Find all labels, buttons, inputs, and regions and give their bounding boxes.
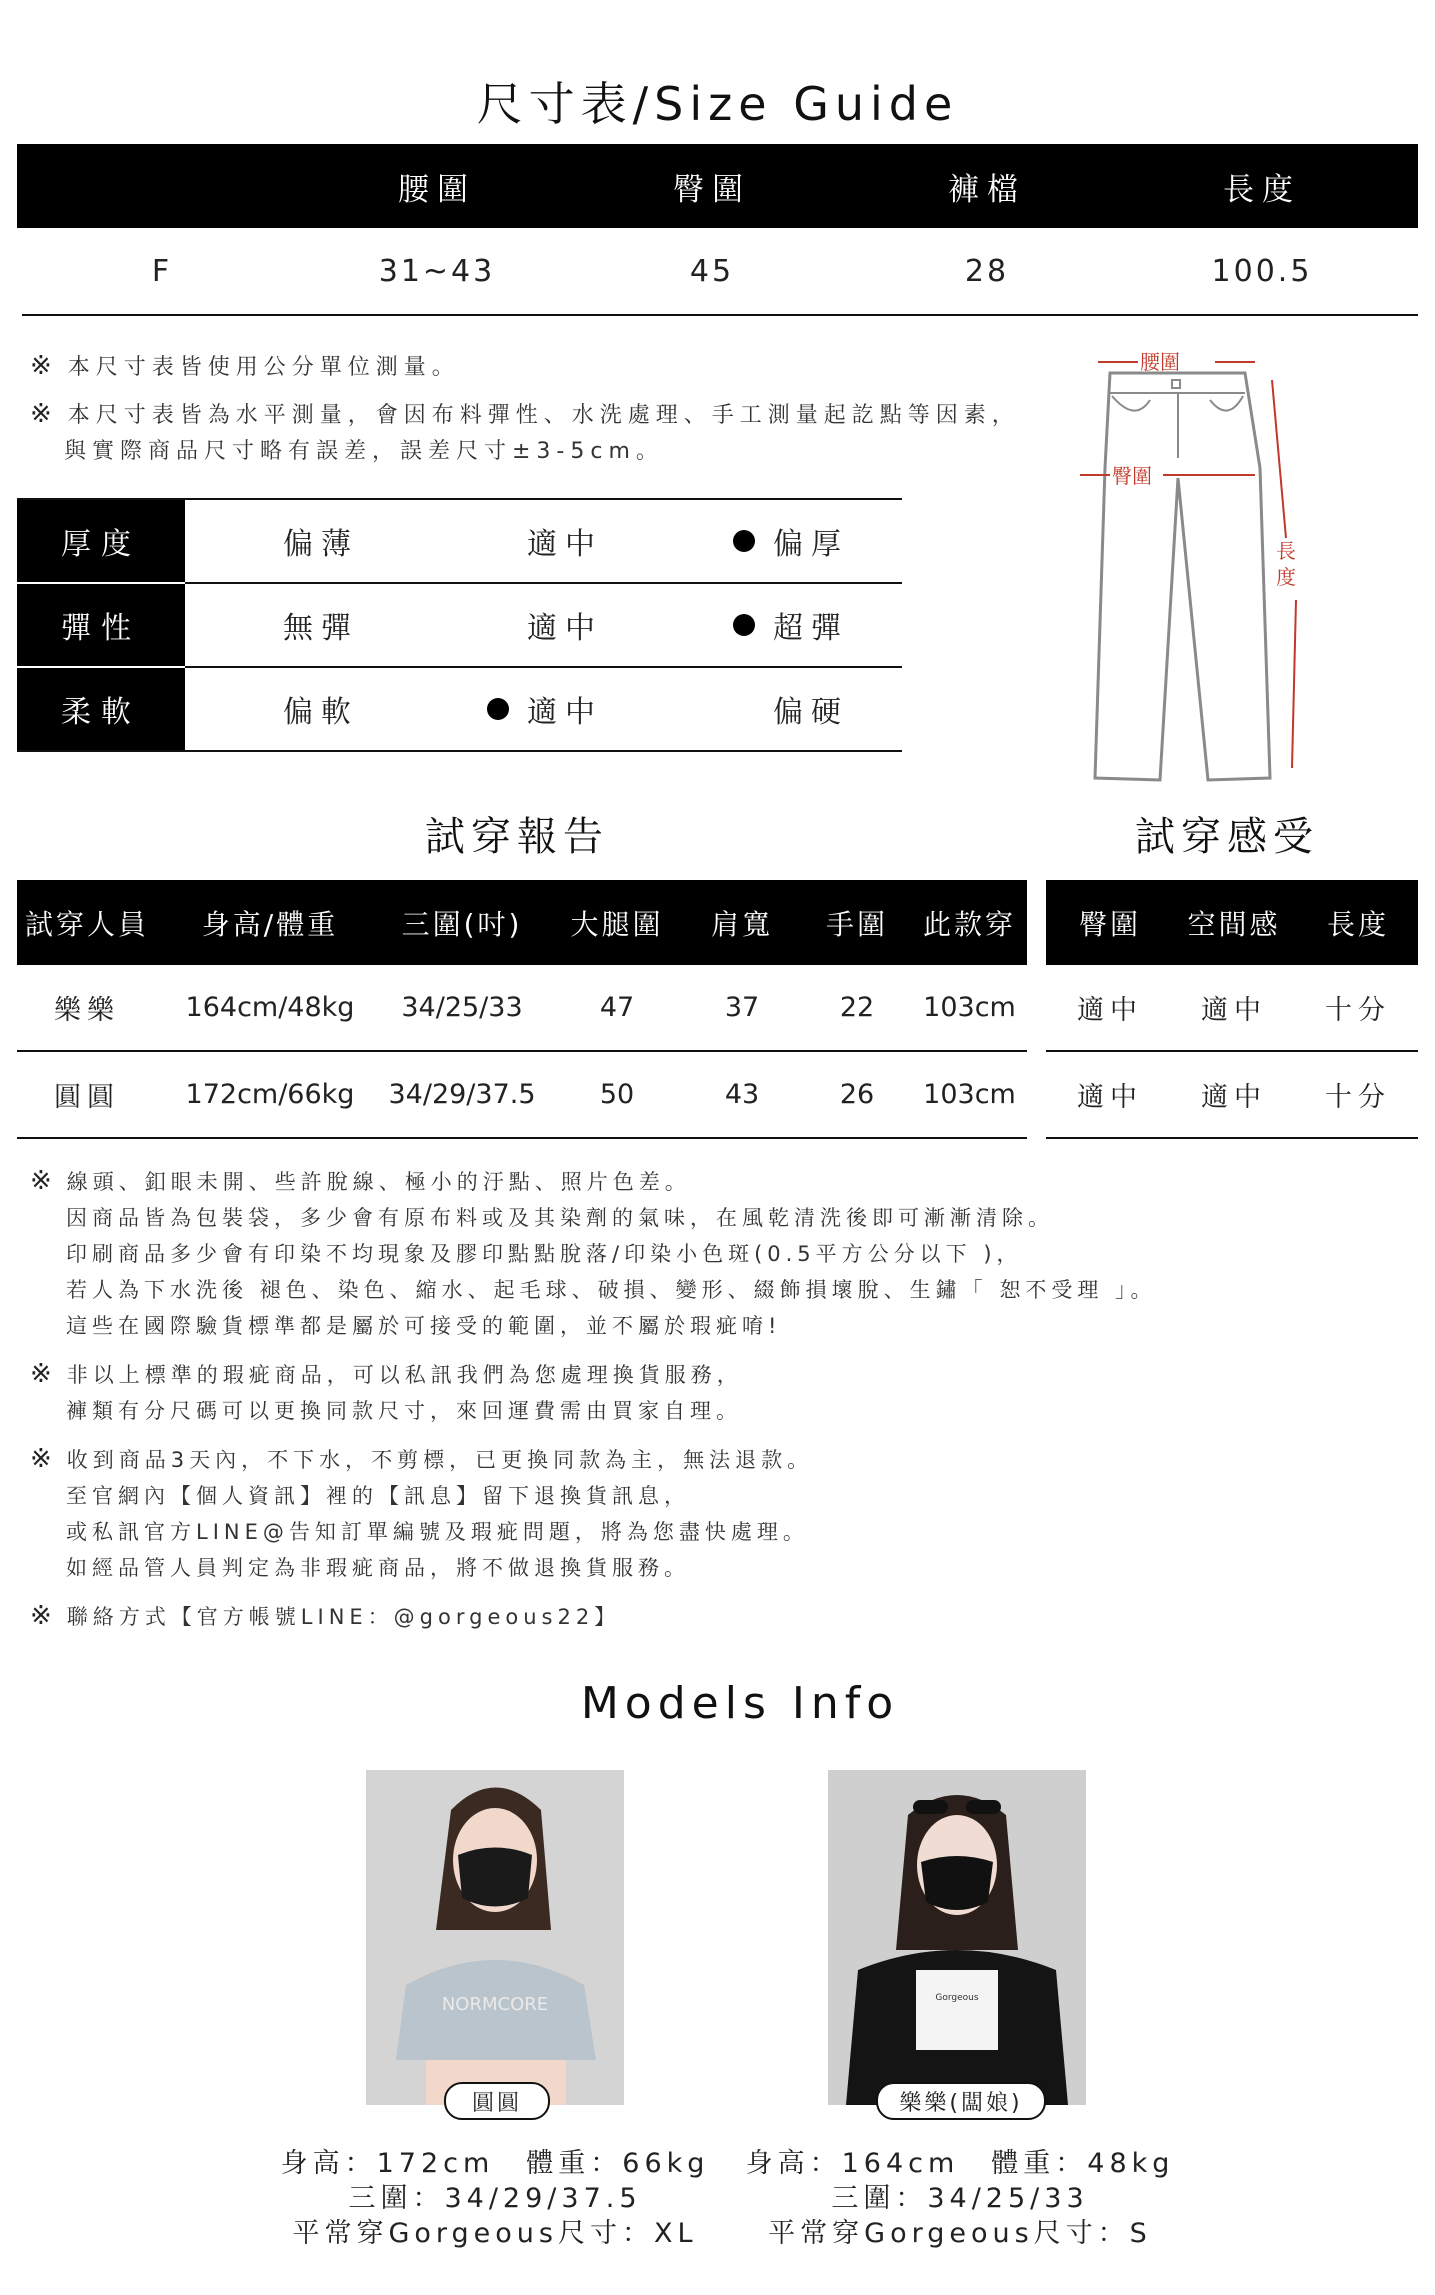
feel-row-thickness: [17, 500, 902, 582]
note-mark: ※: [30, 1359, 57, 1389]
diagram-label-waist: 腰圍: [1140, 350, 1180, 374]
feel-row-softness: [17, 668, 902, 750]
trial-table-header: [17, 880, 1027, 965]
feedback-header: 長度: [1326, 907, 1389, 941]
note-mark: ※: [30, 399, 58, 429]
trial-cell: 圓圓: [54, 1082, 120, 1113]
trial-report-title: 試穿報告: [425, 814, 609, 860]
feel-option: 偏薄: [283, 527, 359, 562]
model-tag: 圓圓: [444, 2082, 550, 2120]
size-cell: 31~43: [378, 253, 496, 289]
notes-top: [30, 348, 1030, 470]
note-mark: ※: [30, 1601, 57, 1631]
shirt-print: NORMCORE: [441, 1994, 549, 2015]
feedback-cell: 適中: [1201, 995, 1267, 1026]
trial-cell: 22: [839, 992, 875, 1023]
trial-cell: 164cm/48kg: [185, 992, 355, 1023]
size-header-rise: 褲檔: [948, 171, 1026, 208]
trial-cell: 50: [599, 1079, 635, 1110]
model-photo: [828, 1770, 1086, 2105]
feedback-row: [1046, 1052, 1418, 1137]
model-photo: [366, 1770, 624, 2105]
model-photo-icon: [828, 1770, 1086, 2105]
fabric-feel-table: [17, 498, 902, 753]
selected-dot-icon: [733, 614, 755, 636]
feel-option: 偏軟: [283, 695, 359, 730]
note-mark: ※: [30, 351, 58, 381]
trial-cell: 樂樂: [54, 995, 120, 1026]
page-title: 尺寸表/Size Guide: [476, 77, 959, 131]
feel-option: 適中: [527, 611, 603, 646]
feel-option-selected: 偏厚: [733, 500, 849, 582]
note-mark: ※: [30, 1444, 57, 1474]
selected-dot-icon: [487, 698, 509, 720]
feedback-header: 空間感: [1187, 907, 1281, 941]
feel-feedback-header: [1046, 880, 1418, 965]
trial-cell: 34/25/33: [401, 992, 523, 1023]
model-info: 身高：172cm 體重：66kg 三圍：34/29/37.5 平常穿Gorgeous尺寸：XL: [280, 2148, 710, 2249]
trial-header: 手圍: [825, 907, 888, 941]
pants-diagram: [1060, 338, 1320, 788]
size-table-header: [17, 144, 1418, 228]
feedback-cell: 十分: [1325, 995, 1391, 1026]
size-header-hip: 臀圍: [673, 171, 751, 208]
trial-feel-title: 試穿感受: [1135, 814, 1319, 860]
model-photo-icon: [366, 1770, 624, 2105]
note-block: ※ 非以上標準的瑕疵商品，可以私訊我們為您處理換貨服務， 褲類有分尺碼可以更換同款尺寸，來回運費需由買家自理。: [30, 1359, 743, 1423]
size-header-waist: 腰圍: [398, 171, 476, 208]
selected-dot-icon: [733, 530, 755, 552]
divider: [22, 314, 1418, 316]
note-mark: ※: [30, 1166, 57, 1196]
diagram-label-hip: 臀圍: [1112, 464, 1152, 488]
feel-option-selected: 超彈: [733, 584, 849, 666]
trial-cell: 172cm/66kg: [185, 1079, 355, 1110]
divider: [17, 750, 902, 752]
trial-header: 三圍(吋): [401, 907, 523, 941]
diagram-label-length: 長度: [1276, 539, 1296, 589]
trial-row: [17, 1052, 1027, 1137]
feel-option: 無彈: [283, 611, 359, 646]
trial-cell: 103cm: [923, 992, 1016, 1023]
note-line: 與實際商品尺寸略有誤差，誤差尺寸±3-5cm。: [64, 439, 664, 464]
model-tag: 樂樂(闆娘): [876, 2082, 1046, 2120]
trial-header: 大腿圍: [570, 907, 664, 941]
trial-cell: 26: [839, 1079, 875, 1110]
trial-cell: 47: [599, 992, 635, 1023]
trial-header: 肩寬: [710, 907, 773, 941]
notes-bottom: [30, 1163, 1410, 1635]
feel-option: 偏硬: [773, 695, 849, 730]
size-cell: 100.5: [1211, 253, 1313, 289]
feel-row-elasticity: [17, 584, 902, 666]
trial-header: 此款穿: [922, 907, 1016, 941]
feel-label: 彈性: [17, 584, 185, 666]
model-info: 身高：164cm 體重：48kg 三圍：34/25/33 平常穿Gorgeous尺寸：S: [745, 2148, 1175, 2249]
note-block: ※ 收到商品3天內，不下水，不剪標，已更換同款為主，無法退款。 至官網內【個人資訊】裡的【訊息】留下退換貨訊息， 或私訊官方LINE@告知訂單編號及瑕疵問題，將為您盡快處理。 如經品管人員判定為非瑕疵商品，將不做退換貨服務。: [30, 1444, 814, 1580]
divider: [1046, 1137, 1418, 1139]
trial-header: 試穿人員: [24, 907, 149, 941]
note-block: ※ 聯絡方式【官方帳號LINE：@gorgeous22】: [30, 1601, 621, 1631]
feedback-header: 臀圍: [1078, 907, 1141, 941]
models-title: Models Info: [580, 1678, 900, 1729]
feedback-cell: 適中: [1201, 1082, 1267, 1113]
size-table-row: [17, 228, 1418, 314]
note-line: ※ 本尺寸表皆為水平測量，會因布料彈性、水洗處理、手工測量起訖點等因素，: [30, 399, 1020, 429]
feedback-cell: 適中: [1077, 995, 1143, 1026]
size-cell: 28: [964, 253, 1010, 289]
feedback-cell: 適中: [1077, 1082, 1143, 1113]
shirt-print: Gorgeous: [935, 1993, 979, 2003]
trial-cell: 103cm: [923, 1079, 1016, 1110]
trial-row: [17, 965, 1027, 1050]
trial-cell: 34/29/37.5: [388, 1079, 536, 1110]
size-cell: F: [151, 253, 173, 289]
feel-label: 厚度: [17, 500, 185, 582]
size-header-blank: [17, 144, 277, 228]
feedback-row: [1046, 965, 1418, 1050]
trial-header: 身高/體重: [201, 907, 339, 941]
feel-label: 柔軟: [17, 668, 185, 750]
trial-cell: 43: [724, 1079, 760, 1110]
note-line: ※ 本尺寸表皆使用公分單位測量。: [30, 351, 460, 381]
trial-cell: 37: [724, 992, 760, 1023]
note-block: ※ 線頭、釦眼未開、些許脫線、極小的汙點、照片色差。 因商品皆為包裝袋，多少會有原布料或及其染劑的氣味，在風乾清洗後即可漸漸清除。 印刷商品多少會有印染不均現象及膠印點點脫落/印染小色斑(0.5平方公分以下 )， 若人為下水洗後 褪色、染色、縮水、起毛球、破損、變形、綴飾損壞脫、生鏽「 恕不受理 」。 這些在國際驗貨標準都是屬於可接受的範圍，並不屬於瑕疵唷!: [30, 1166, 1157, 1338]
size-cell: 45: [689, 253, 735, 289]
divider: [17, 1137, 1027, 1139]
feel-option: 適中: [527, 527, 603, 562]
feedback-cell: 十分: [1325, 1082, 1391, 1113]
feel-option-selected: 適中: [487, 668, 603, 750]
size-header-length: 長度: [1223, 171, 1301, 208]
